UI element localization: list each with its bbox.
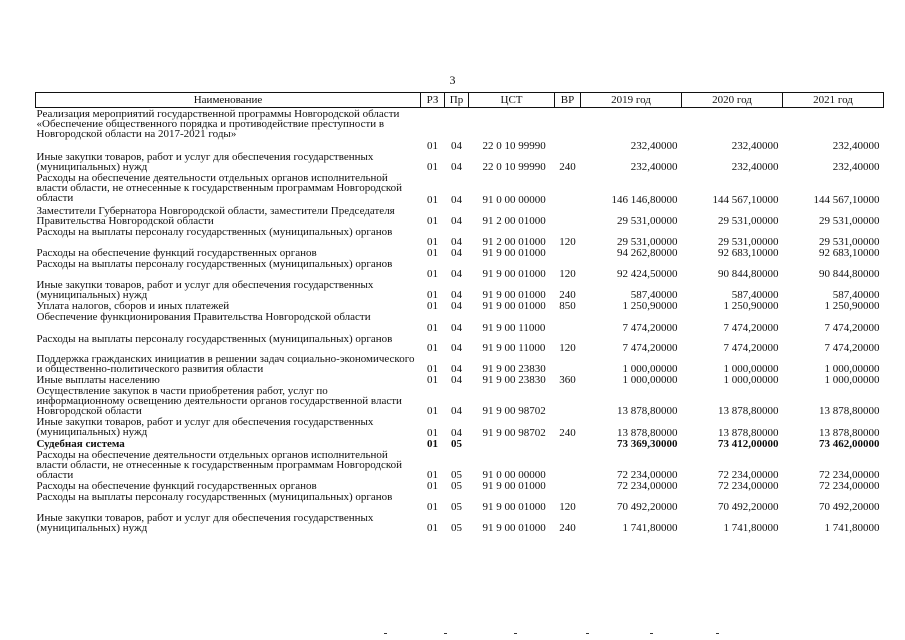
row-2019-value: 70 492,20000	[617, 500, 678, 513]
row-cst: 91 9 00 98702	[482, 426, 546, 439]
row-2021-value: 29 531,00000	[819, 214, 880, 227]
header-name: Наименование	[36, 93, 421, 108]
row-rz: 01	[427, 479, 438, 492]
row-2020-value: 70 492,20000	[718, 500, 779, 513]
table-row	[36, 205, 884, 226]
header-2019: 2019 год	[581, 93, 682, 108]
row-pr: 05	[451, 437, 462, 450]
row-cst: 91 9 00 98702	[482, 404, 546, 417]
row-2019-value: 72 234,00000	[617, 479, 678, 492]
row-pr: 04	[451, 160, 462, 173]
row-name: Судебная система	[36, 437, 125, 450]
header-vr: ВР	[555, 93, 581, 108]
row-pr: 04	[451, 299, 462, 312]
row-2021-value: 73 462,00000	[819, 437, 880, 450]
row-vr	[555, 480, 581, 491]
row-cst: 91 9 00 01000	[482, 521, 546, 534]
row-2021-value: 144 567,10000	[813, 193, 880, 206]
row-2019-value: 7 474,20000	[622, 341, 678, 354]
row-pr: 04	[451, 288, 462, 301]
row-2020-value: 13 878,80000	[718, 426, 779, 439]
row-rz: 01	[427, 246, 438, 259]
row-2020-value: 73 412,00000	[718, 437, 779, 450]
row-2019-value: 232,40000	[630, 160, 678, 173]
row-vr	[555, 172, 581, 205]
row-2021-value: 13 878,80000	[819, 404, 880, 417]
row-name: Расходы на выплаты персоналу государственных (муниципальных) органов	[36, 332, 393, 345]
row-2019-value: 72 234,00000	[617, 468, 678, 481]
row-pr: 04	[451, 267, 462, 280]
table-row	[36, 333, 884, 353]
table-row	[36, 438, 884, 449]
table-row	[36, 279, 884, 300]
row-vr	[555, 449, 581, 480]
row-2020-value: 1 000,00000	[723, 373, 779, 386]
row-2021-value: 92 683,10000	[819, 246, 880, 259]
row-cst: 91 9 00 01000	[482, 500, 546, 513]
row-pr: 04	[451, 139, 462, 152]
row-2021-value: 232,40000	[832, 139, 880, 152]
row-2021-value: 232,40000	[832, 160, 880, 173]
row-2019-value: 92 424,50000	[617, 267, 678, 280]
header-cst: ЦСТ	[469, 93, 555, 108]
table-row	[36, 512, 884, 533]
row-cst: 91 9 00 23830	[482, 362, 546, 375]
row-2019-value: 1 250,90000	[622, 299, 678, 312]
row-name: Иные закупки товаров, работ и услуг для обеспечения государственных (муниципальных) нужд	[36, 278, 374, 301]
row-pr: 04	[451, 404, 462, 417]
row-vr: 240	[559, 288, 576, 301]
row-2019-value: 7 474,20000	[622, 321, 678, 334]
row-2019-value: 29 531,00000	[617, 235, 678, 248]
row-2019-value: 73 369,30000	[617, 437, 678, 450]
row-pr: 04	[451, 235, 462, 248]
row-name: Расходы на выплаты персоналу государственных (муниципальных) органов	[36, 490, 393, 503]
row-rz: 01	[427, 214, 438, 227]
row-cst: 91 9 00 11000	[482, 341, 546, 354]
row-vr: 120	[559, 235, 576, 248]
row-name: Иные закупки товаров, работ и услуг для обеспечения государственных (муниципальных) нужд	[36, 511, 374, 534]
row-vr: 240	[559, 426, 576, 439]
row-2021-value: 13 878,80000	[819, 426, 880, 439]
row-rz: 01	[427, 362, 438, 375]
row-vr: 240	[559, 521, 576, 534]
row-cst: 91 9 00 01000	[482, 288, 546, 301]
table-row	[36, 449, 884, 480]
row-rz: 01	[427, 341, 438, 354]
row-2020-value: 72 234,00000	[718, 468, 779, 481]
row-pr: 04	[451, 214, 462, 227]
row-2019-value: 94 262,80000	[617, 246, 678, 259]
row-name: Реализация мероприятий государственной программы Новгородской области «Обеспечение общественного порядка и противодействие преступности в Новгородской области на 2017-2021 годы»	[36, 108, 400, 140]
row-2020-value: 92 683,10000	[718, 246, 779, 259]
row-cst: 91 9 00 23830	[482, 373, 546, 386]
row-rz: 01	[427, 437, 438, 450]
row-rz: 01	[427, 139, 438, 152]
header-rz: РЗ	[421, 93, 445, 108]
row-2021-value: 72 234,00000	[819, 479, 880, 492]
row-name: Поддержка гражданских инициатив в решении задач социально-экономического и общественно-политического развития области	[36, 352, 415, 375]
table-row	[36, 353, 884, 374]
row-2020-value: 29 531,00000	[718, 214, 779, 227]
row-2020-value: 144 567,10000	[712, 193, 779, 206]
row-pr: 04	[451, 341, 462, 354]
table-row	[36, 480, 884, 491]
row-cst: 91 0 00 00000	[482, 468, 546, 481]
row-2019-value: 1 741,80000	[622, 521, 678, 534]
row-name: Расходы на выплаты персоналу государственных (муниципальных) органов	[36, 225, 393, 238]
row-pr: 04	[451, 321, 462, 334]
row-cst: 91 9 00 01000	[482, 267, 546, 280]
table-row	[36, 374, 884, 385]
row-cst: 91 2 00 01000	[482, 214, 546, 227]
row-pr: 04	[451, 426, 462, 439]
row-vr: 120	[559, 500, 576, 513]
table-row	[36, 172, 884, 205]
row-rz: 01	[427, 160, 438, 173]
table-row	[36, 300, 884, 311]
row-rz: 01	[427, 521, 438, 534]
row-name: Расходы на выплаты персоналу государственных (муниципальных) органов	[36, 257, 393, 270]
row-2020-value: 1 000,00000	[723, 362, 779, 375]
row-2020-value: 232,40000	[731, 160, 779, 173]
row-vr	[555, 247, 581, 258]
row-rz: 01	[427, 235, 438, 248]
row-2020-value: 1 250,90000	[723, 299, 779, 312]
header-2020: 2020 год	[682, 93, 783, 108]
row-vr	[555, 438, 581, 449]
row-2021-value: 587,40000	[832, 288, 880, 301]
row-name: Расходы на обеспечение деятельности отдельных органов исполнительной власти области, не отнесенные к государственным программам Новгородской области	[36, 171, 403, 204]
table-row	[36, 311, 884, 333]
row-pr: 04	[451, 246, 462, 259]
table-row	[36, 151, 884, 172]
row-name: Иные закупки товаров, работ и услуг для обеспечения государственных (муниципальных) нужд	[36, 415, 374, 438]
row-2020-value: 90 844,80000	[718, 267, 779, 280]
row-vr	[555, 108, 581, 151]
row-pr: 04	[451, 362, 462, 375]
row-vr: 850	[559, 299, 576, 312]
row-2020-value: 72 234,00000	[718, 479, 779, 492]
row-pr: 04	[451, 373, 462, 386]
row-rz: 01	[427, 267, 438, 280]
row-name: Осуществление закупок в части приобретения работ, услуг по информационному освещению деятельности органов государственной власти Новгородской области	[36, 384, 402, 417]
page-number: 3	[449, 73, 456, 87]
row-2021-value: 29 531,00000	[819, 235, 880, 248]
row-rz: 01	[427, 288, 438, 301]
row-name: Обеспечение функционирования Правительства Новгородской области	[36, 310, 371, 323]
row-vr	[555, 385, 581, 416]
row-pr: 05	[451, 521, 462, 534]
row-name: Расходы на обеспечение функций государственных органов	[36, 246, 317, 259]
row-2019-value: 146 146,80000	[611, 193, 678, 206]
row-name: Уплата налогов, сборов и иных платежей	[36, 299, 230, 312]
row-rz: 01	[427, 468, 438, 481]
row-rz: 01	[427, 193, 438, 206]
table-body	[36, 108, 884, 533]
table-row	[36, 108, 884, 151]
row-2020-value: 587,40000	[731, 288, 779, 301]
row-2021-value: 72 234,00000	[819, 468, 880, 481]
row-cst: 91 9 00 01000	[482, 299, 546, 312]
row-2019-value: 232,40000	[630, 139, 678, 152]
row-name: Иные закупки товаров, работ и услуг для обеспечения государственных (муниципальных) нужд	[36, 150, 374, 173]
row-2021-value: 1 741,80000	[824, 521, 880, 534]
budget-table	[35, 92, 884, 533]
row-vr: 120	[559, 341, 576, 354]
row-rz: 01	[427, 321, 438, 334]
row-rz: 01	[427, 404, 438, 417]
row-2020-value: 7 474,20000	[723, 321, 779, 334]
row-vr	[555, 353, 581, 374]
table-row	[36, 491, 884, 512]
row-cst: 91 2 00 01000	[482, 235, 546, 248]
row-2020-value: 232,40000	[731, 139, 779, 152]
row-rz: 01	[427, 500, 438, 513]
row-2021-value: 1 250,90000	[824, 299, 880, 312]
row-2021-value: 1 000,00000	[824, 362, 880, 375]
row-cst: 91 9 00 11000	[482, 321, 546, 334]
row-2021-value: 1 000,00000	[824, 373, 880, 386]
row-2021-value: 7 474,20000	[824, 321, 880, 334]
row-2019-value: 587,40000	[630, 288, 678, 301]
row-name: Расходы на обеспечение функций государственных органов	[36, 479, 317, 492]
row-cst: 22 0 10 99990	[482, 160, 546, 173]
row-2019-value: 13 878,80000	[617, 404, 678, 417]
row-rz: 01	[427, 426, 438, 439]
row-vr: 360	[559, 373, 576, 386]
row-cst	[469, 438, 555, 449]
header-2021: 2021 год	[783, 93, 884, 108]
table-row	[36, 258, 884, 279]
row-cst: 91 9 00 01000	[482, 479, 546, 492]
row-cst: 22 0 10 99990	[482, 139, 546, 152]
row-name: Иные выплаты населению	[36, 373, 160, 386]
row-cst: 91 9 00 01000	[482, 246, 546, 259]
row-2020-value: 1 741,80000	[723, 521, 779, 534]
row-pr: 04	[451, 193, 462, 206]
row-2021-value: 90 844,80000	[819, 267, 880, 280]
table-row	[36, 416, 884, 438]
row-vr	[555, 205, 581, 226]
row-2019-value: 1 000,00000	[622, 362, 678, 375]
page-cut-marks	[380, 633, 780, 639]
row-pr: 05	[451, 479, 462, 492]
row-2020-value: 29 531,00000	[718, 235, 779, 248]
row-2021-value: 7 474,20000	[824, 341, 880, 354]
row-name: Заместители Губернатора Новгородской области, заместители Председателя Правительства Новгородской области	[36, 204, 395, 227]
row-2019-value: 29 531,00000	[617, 214, 678, 227]
row-2019-value: 1 000,00000	[622, 373, 678, 386]
table-row	[36, 247, 884, 258]
row-pr: 05	[451, 468, 462, 481]
table-row	[36, 385, 884, 416]
row-pr: 05	[451, 500, 462, 513]
row-2020-value: 13 878,80000	[718, 404, 779, 417]
row-cst: 91 0 00 00000	[482, 193, 546, 206]
row-vr: 240	[559, 160, 576, 173]
table-row	[36, 226, 884, 247]
row-name: Расходы на обеспечение деятельности отдельных органов исполнительной власти области, не отнесенные к государственным программам Новгородской области	[36, 448, 403, 481]
table-header-row	[36, 93, 884, 108]
row-2020-value: 7 474,20000	[723, 341, 779, 354]
row-rz: 01	[427, 373, 438, 386]
row-2019-value: 13 878,80000	[617, 426, 678, 439]
header-pr: Пр	[445, 93, 469, 108]
row-2021-value: 70 492,20000	[819, 500, 880, 513]
row-vr	[555, 311, 581, 333]
row-vr: 120	[559, 267, 576, 280]
row-rz: 01	[427, 299, 438, 312]
